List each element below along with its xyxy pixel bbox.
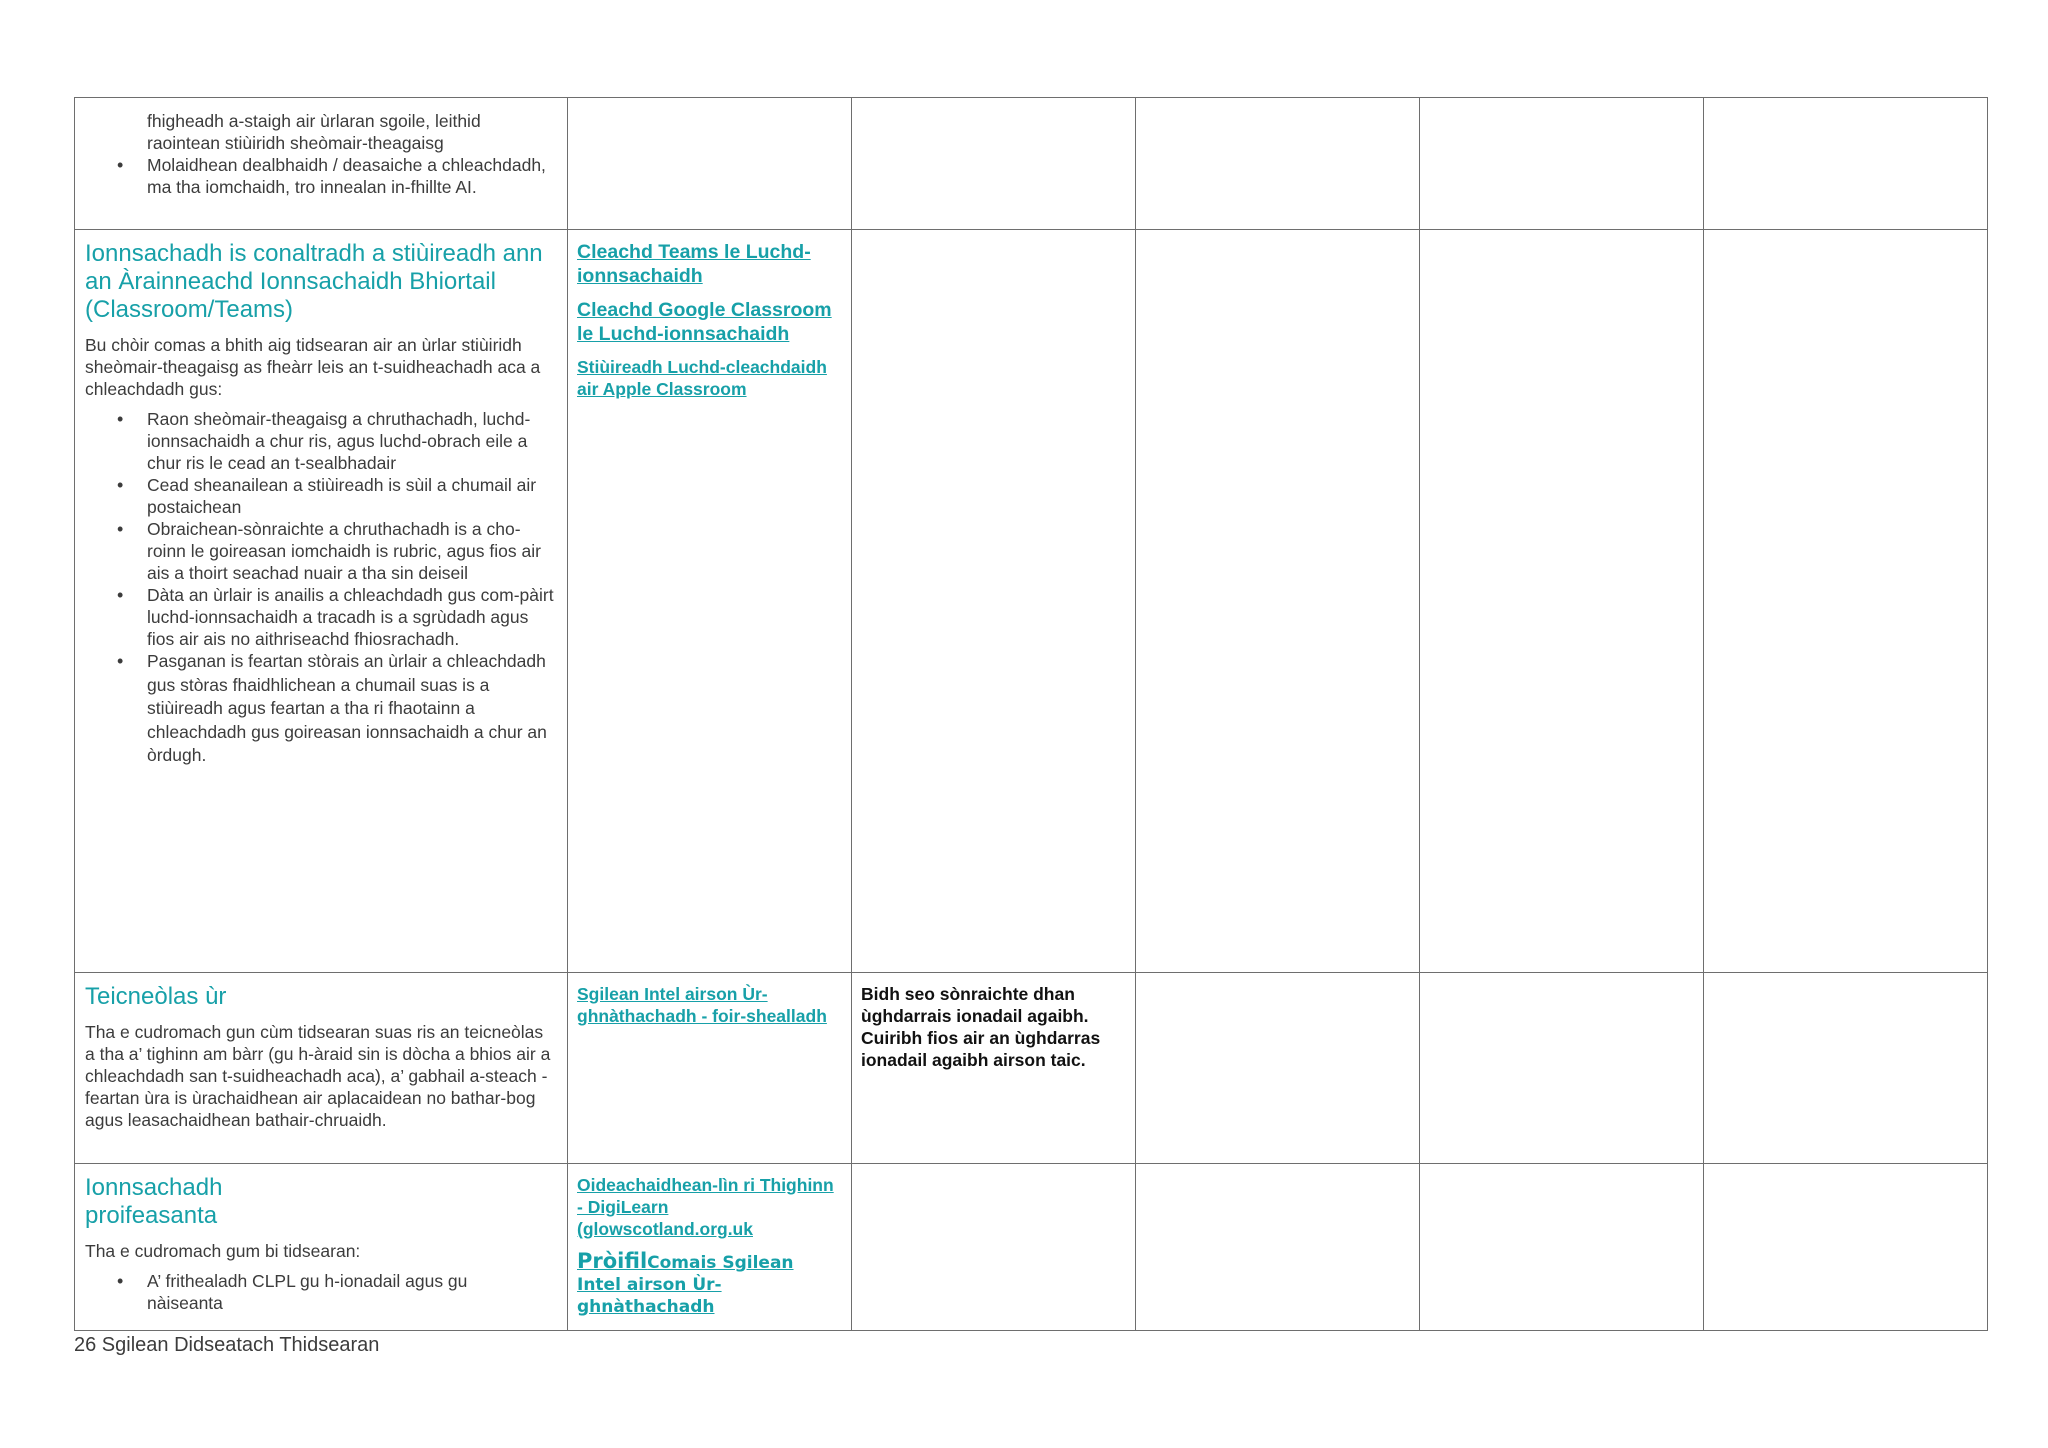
skills-table: [74, 97, 1988, 1331]
empty-cell: [1136, 98, 1420, 230]
table-row: [75, 230, 1988, 973]
empty-cell: [852, 98, 1136, 230]
continued-text: fhigheadh a-staigh air ùrlaran sgoile, leithid: [147, 111, 481, 131]
list-item: • Pasganan is feartan stòrais an ùrlair a chleachdadh gus stòras fhaidhlichean a chumail suas is a stiùireadh agus feartan a tha ri fhaotainn a chleachdadh gus goireasan ionnsachaidh a chur an òrdugh.: [147, 650, 555, 768]
list-item: • Obraichean-sònraichte a chruthachadh is a cho-roinn le goireasan iomchaidh is rubric, agus fios air ais a thoirt seachad nuair a tha sin deiseil: [147, 518, 555, 584]
bullet-list: [85, 154, 555, 198]
empty-cell: [1420, 230, 1704, 973]
link-rest-text: Comais Sgilean Intel airson Ùr-ghnàthachadh: [577, 1253, 794, 1317]
list-item: • Cead sheanailean a stiùireadh is sùil a chumail air postaichean: [147, 474, 555, 518]
topic-cell: [75, 1164, 568, 1331]
topic-cell: [75, 230, 568, 973]
table-row: [75, 1164, 1988, 1331]
section-heading: Ionnsachadh proifeasanta: [85, 1174, 223, 1229]
empty-cell: [1704, 98, 1988, 230]
bullet-list: [85, 1270, 555, 1314]
resource-cell: [568, 1164, 852, 1331]
bullet-list: [85, 408, 555, 768]
resource-cell: [568, 98, 852, 230]
apple-classroom-link[interactable]: Stiùireadh Luchd-cleachdaidh air Apple Classroom: [577, 357, 827, 399]
intel-skills-link[interactable]: Sgilean Intel airson Ùr-ghnàthachadh - foir-shealladh: [577, 984, 827, 1026]
page-footer: 26 Sgilean Didseatach Thidsearan: [74, 1334, 380, 1356]
empty-cell: [1136, 230, 1420, 973]
intro-text: Tha e cudromach gum bi tidsearan:: [85, 1241, 361, 1261]
note-cell: [852, 973, 1136, 1164]
intro-text: Tha e cudromach gun cùm tidsearan suas ris an teicneòlas a tha a’ tighinn am bàrr (gu h-àraid sin is dòcha a bhios air a chleachdadh san t-suidheachadh aca), a’ gabhail a-steach - feartan ùra is ùrachaidhean air aplacaidean no bathar-bog agus leasachaidhean bathair-chruaidh.: [85, 1022, 551, 1130]
google-classroom-link[interactable]: Cleachd Google Classroom le Luchd-ionnsachaidh: [577, 299, 832, 345]
empty-cell: [1136, 1164, 1420, 1331]
empty-cell: [1704, 1164, 1988, 1331]
list-item: • Raon sheòmair-theagaisg a chruthachadh, luchd-ionnsachaidh a chur ris, agus luchd-obrach eile a chur ris le cead an t-sealbhadair: [147, 408, 555, 474]
link-lead-text: Pròifil: [577, 1249, 648, 1273]
list-item: • A’ frithealadh CLPL gu h-ionadail agus gu nàiseanta: [147, 1270, 555, 1314]
empty-cell: [1420, 98, 1704, 230]
local-authority-note: Bidh seo sònraichte dhan ùghdarrais ionadail agaibh. Cuiribh fios air an ùghdarras ionadail agaibh airson taic.: [861, 984, 1101, 1070]
list-item: • Dàta an ùrlair is anailis a chleachdadh gus com-pàirt luchd-ionnsachaidh a tracadh is a sgrùdadh agus fios air ais no aithriseachd fhiosrachadh.: [147, 584, 555, 650]
intel-profile-link[interactable]: [577, 1250, 843, 1318]
table-row: [75, 973, 1988, 1164]
empty-cell: [1704, 973, 1988, 1164]
teams-link[interactable]: Cleachd Teams le Luchd-ionnsachaidh: [577, 241, 811, 287]
continued-text: raointean stiùiridh sheòmair-theagaisg: [147, 133, 444, 153]
topic-cell: [75, 973, 568, 1164]
empty-cell: [1704, 230, 1988, 973]
empty-cell: [1420, 1164, 1704, 1331]
resource-cell: [568, 973, 852, 1164]
section-heading: Teicneòlas ùr: [85, 983, 227, 1010]
digilearn-link[interactable]: Oideachaidhean-lìn ri Thighinn - DigiLearn (glowscotland.org.uk: [577, 1175, 834, 1239]
section-heading: Ionnsachadh is conaltradh a stiùireadh ann an Àrainneachd Ionnsachaidh Bhiortail (Classroom/Teams): [85, 240, 543, 323]
empty-cell: [852, 1164, 1136, 1331]
empty-cell: [1420, 973, 1704, 1164]
empty-cell: [852, 230, 1136, 973]
empty-cell: [1136, 973, 1420, 1164]
resource-cell: [568, 230, 852, 973]
table-row: [75, 98, 1988, 230]
list-item: • Molaidhean dealbhaidh / deasaiche a chleachdadh, ma tha iomchaidh, tro innealan in-fhillte AI.: [147, 154, 555, 198]
topic-cell: [75, 98, 568, 230]
intro-text: Bu chòir comas a bhith aig tidsearan air an ùrlar stiùiridh sheòmair-theagaisg as fheàrr leis an t-suidheachadh aca a chleachdadh gus:: [85, 335, 541, 399]
